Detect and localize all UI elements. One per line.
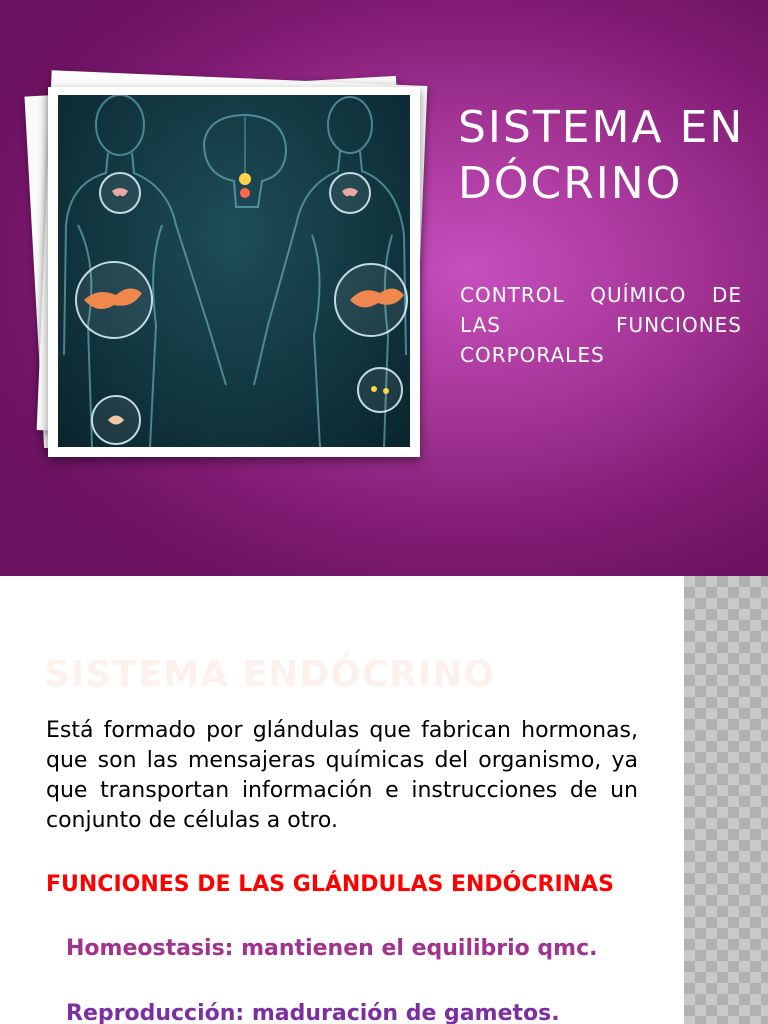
functions-heading: FUNCIONES DE LAS GLÁNDULAS ENDÓCRINAS xyxy=(46,872,614,897)
photo-frame xyxy=(48,87,420,457)
slide-title: SISTEMA ENDÓCRINO xyxy=(458,102,745,209)
bullet-text: Reproducción: maduración de gametos. xyxy=(66,1001,560,1024)
endocrine-glands-anatomy-icon xyxy=(58,95,410,447)
content-slide xyxy=(0,576,768,1024)
bullet-reproduccion xyxy=(46,999,638,1024)
bullet-homeostasis xyxy=(46,934,638,964)
slide-body-text: Está formado por glándulas que fabrican hormonas, que son las mensajeras químicas del organismo, ya que transportan información e instrucciones de un conjunto de células a otro. xyxy=(46,718,638,833)
bullet-marker-icon xyxy=(46,999,66,1024)
slide-title-faint: SISTEMA ENDÓCRINO xyxy=(44,654,496,695)
decorative-pattern-strip xyxy=(684,576,768,1024)
slide-subtitle: CONTROL QUÍMICO DE LAS FUNCIONES CORPORALES xyxy=(460,283,742,367)
bullet-marker-icon xyxy=(46,934,66,964)
anatomy-illustration xyxy=(58,95,410,447)
bullet-text: Homeostasis: mantienen el equilibrio qmc. xyxy=(66,936,598,961)
